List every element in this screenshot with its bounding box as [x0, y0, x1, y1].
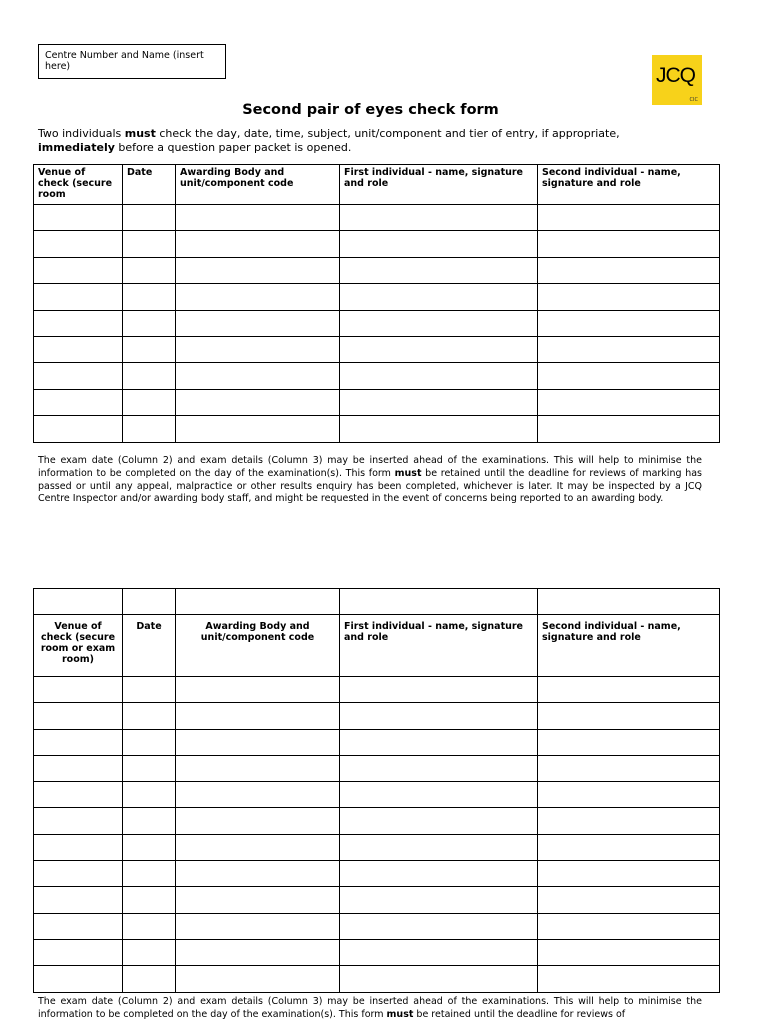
table-cell[interactable]	[176, 887, 340, 913]
table-row	[34, 231, 720, 257]
table-cell[interactable]	[34, 729, 123, 755]
table-cell[interactable]	[340, 677, 538, 703]
table-cell[interactable]	[176, 939, 340, 965]
header-second-individual: Second individual - name, signature and role	[538, 165, 720, 205]
table-cell[interactable]	[123, 834, 176, 860]
table-cell[interactable]	[176, 808, 340, 834]
table-cell[interactable]	[123, 966, 176, 992]
table-cell[interactable]	[34, 284, 123, 310]
table-cell[interactable]	[340, 257, 538, 283]
table-cell[interactable]	[340, 939, 538, 965]
header-first-individual: First individual - name, signature and role	[340, 615, 538, 677]
header-date: Date	[123, 615, 176, 677]
table-cell[interactable]	[34, 363, 123, 389]
table-cell[interactable]	[34, 703, 123, 729]
table-cell[interactable]	[34, 782, 123, 808]
table-row	[34, 939, 720, 965]
table-row	[34, 416, 720, 442]
header-first-individual: First individual - name, signature and role	[340, 165, 538, 205]
table-cell[interactable]	[538, 887, 720, 913]
table-cell[interactable]	[176, 257, 340, 283]
table-cell[interactable]	[34, 887, 123, 913]
table-row	[34, 389, 720, 415]
table-cell[interactable]	[123, 257, 176, 283]
table-cell[interactable]	[538, 205, 720, 231]
header-venue: Venue of check (secure room or exam room)	[34, 615, 123, 677]
table-cell[interactable]	[176, 416, 340, 442]
table-cell[interactable]	[34, 336, 123, 362]
table-cell[interactable]	[123, 231, 176, 257]
table-cell[interactable]	[340, 887, 538, 913]
table-cell[interactable]	[34, 755, 123, 781]
table-cell[interactable]	[340, 416, 538, 442]
centre-number-name-box[interactable]	[38, 44, 226, 79]
table-cell[interactable]	[538, 861, 720, 887]
table-cell[interactable]	[123, 729, 176, 755]
table-cell[interactable]	[340, 913, 538, 939]
table-cell[interactable]	[340, 389, 538, 415]
table-cell[interactable]	[340, 782, 538, 808]
header-second-individual: Second individual - name, signature and role	[538, 615, 720, 677]
table-row	[34, 205, 720, 231]
table-row	[34, 834, 720, 860]
table-cell[interactable]	[123, 861, 176, 887]
table-cell[interactable]	[123, 677, 176, 703]
table-cell[interactable]	[538, 284, 720, 310]
table-cell[interactable]	[538, 389, 720, 415]
table-cell[interactable]	[538, 416, 720, 442]
intro-text: Two individuals must check the day, date, time, subject, unit/component and tier of entry, if appropriate, immediately before a question paper packet is opened.	[38, 127, 620, 154]
table-row	[34, 703, 720, 729]
table-row	[34, 913, 720, 939]
table-row	[34, 755, 720, 781]
table-cell[interactable]	[34, 389, 123, 415]
table-row	[34, 677, 720, 703]
table-cell[interactable]	[340, 834, 538, 860]
table-cell[interactable]	[123, 782, 176, 808]
logo-text: JCQ	[656, 64, 695, 87]
table-cell[interactable]	[123, 336, 176, 362]
table-cell[interactable]	[34, 231, 123, 257]
table-cell[interactable]	[123, 416, 176, 442]
table-cell[interactable]	[34, 310, 123, 336]
table-cell[interactable]	[34, 939, 123, 965]
table-cell[interactable]	[176, 231, 340, 257]
table-cell[interactable]	[538, 966, 720, 992]
table-row	[34, 336, 720, 362]
table-cell[interactable]	[538, 755, 720, 781]
table-cell[interactable]	[176, 389, 340, 415]
table-cell[interactable]	[123, 310, 176, 336]
table-cell[interactable]	[176, 363, 340, 389]
table-row	[34, 966, 720, 992]
table-cell[interactable]	[538, 310, 720, 336]
note-text-2: The exam date (Column 2) and exam details (Column 3) may be inserted ahead of the examinations. This will help to minimise the information to be completed on the day of the examination(s). This form must be retained until the deadline for reviews of	[38, 996, 702, 1020]
table-cell[interactable]	[34, 808, 123, 834]
table-cell[interactable]	[34, 966, 123, 992]
header-date: Date	[123, 165, 176, 205]
table-cell[interactable]	[34, 861, 123, 887]
table-cell[interactable]	[123, 939, 176, 965]
table-cell[interactable]	[538, 677, 720, 703]
table-cell[interactable]	[538, 808, 720, 834]
table-cell[interactable]	[123, 887, 176, 913]
note-text-1: The exam date (Column 2) and exam details (Column 3) may be inserted ahead of the examinations. This will help to minimise the information to be completed on the day of the examination(s). This form must be retained until the deadline for reviews of marking has passed or until any appeal, malpractice or other results enquiry has been completed, whichever is later. It may be inspected by a JCQ Centre Inspector and/or awarding body staff, and might be requested in the event of concerns being reported to an awarding body.	[38, 455, 702, 505]
table-cell[interactable]	[176, 913, 340, 939]
table-cell[interactable]	[340, 729, 538, 755]
table-cell[interactable]	[538, 257, 720, 283]
check-table-2	[33, 588, 720, 993]
table-cell[interactable]	[176, 834, 340, 860]
table-cell[interactable]	[176, 861, 340, 887]
table-row	[34, 861, 720, 887]
table-header-row	[34, 165, 720, 205]
table-cell[interactable]	[340, 284, 538, 310]
table-row	[34, 363, 720, 389]
table-row	[34, 284, 720, 310]
table-cell[interactable]	[538, 782, 720, 808]
centre-label: Centre Number and Name (insert here)	[45, 50, 204, 72]
table-row	[34, 808, 720, 834]
table-cell[interactable]	[340, 966, 538, 992]
table-cell[interactable]	[176, 205, 340, 231]
table-row	[34, 310, 720, 336]
table-cell[interactable]	[538, 363, 720, 389]
table-cell[interactable]	[538, 913, 720, 939]
table-cell[interactable]	[538, 834, 720, 860]
table-cell[interactable]	[123, 205, 176, 231]
table-row	[34, 257, 720, 283]
table-cell[interactable]	[340, 861, 538, 887]
table-cell[interactable]	[123, 284, 176, 310]
table-cell[interactable]	[340, 363, 538, 389]
jcq-logo	[652, 55, 702, 105]
table-cell[interactable]	[123, 703, 176, 729]
table-row	[34, 729, 720, 755]
table-cell[interactable]	[340, 703, 538, 729]
table-cell[interactable]	[34, 416, 123, 442]
table-cell[interactable]	[123, 913, 176, 939]
table-cell[interactable]	[340, 205, 538, 231]
table-row	[34, 782, 720, 808]
header-awarding-body: Awarding Body and unit/component code	[176, 615, 340, 677]
page-title: Second pair of eyes check form	[242, 102, 499, 118]
table-cell[interactable]	[176, 755, 340, 781]
header-venue: Venue of check (secure room	[34, 165, 123, 205]
table-cell[interactable]	[34, 834, 123, 860]
table-cell[interactable]	[340, 231, 538, 257]
table-row	[34, 887, 720, 913]
table-cell[interactable]	[538, 703, 720, 729]
table-cell[interactable]	[123, 363, 176, 389]
table-cell[interactable]	[176, 677, 340, 703]
table-cell[interactable]	[538, 729, 720, 755]
table-header-row	[34, 615, 720, 677]
table-cell[interactable]	[34, 913, 123, 939]
table-cell[interactable]	[176, 336, 340, 362]
table-cell[interactable]	[340, 310, 538, 336]
table-cell[interactable]	[176, 310, 340, 336]
table-cell[interactable]	[34, 677, 123, 703]
table-cell[interactable]	[176, 729, 340, 755]
table-cell[interactable]	[34, 257, 123, 283]
table-cell[interactable]	[176, 966, 340, 992]
table-cell[interactable]	[176, 703, 340, 729]
table-cell[interactable]	[123, 808, 176, 834]
table-cell[interactable]	[340, 755, 538, 781]
table-cell[interactable]	[340, 336, 538, 362]
table-cell[interactable]	[538, 939, 720, 965]
table-cell[interactable]	[538, 336, 720, 362]
table-cell[interactable]	[538, 231, 720, 257]
table-cell[interactable]	[34, 205, 123, 231]
table-cell[interactable]	[176, 782, 340, 808]
logo-sub-text: CIC	[689, 97, 698, 103]
table-blank-row	[34, 589, 720, 615]
table-cell[interactable]	[123, 755, 176, 781]
header-awarding-body: Awarding Body and unit/component code	[176, 165, 340, 205]
check-table-1	[33, 164, 720, 443]
table-cell[interactable]	[123, 389, 176, 415]
table-cell[interactable]	[340, 808, 538, 834]
table-cell[interactable]	[176, 284, 340, 310]
